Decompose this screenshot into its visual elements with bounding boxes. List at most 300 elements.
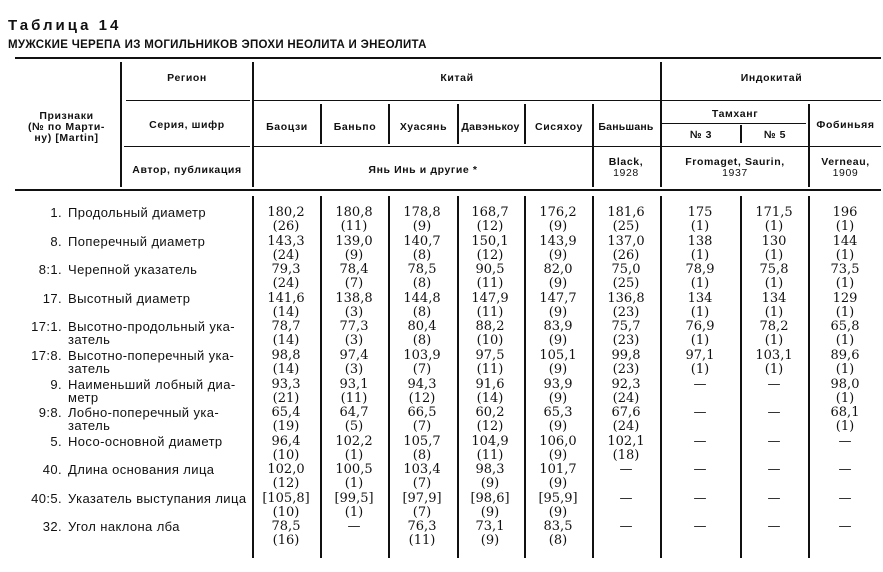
cell-value: — [838,491,852,506]
cell-value: 78,4 [339,262,369,277]
table-cell [388,463,456,491]
table-cell [666,263,734,291]
table-cell [456,206,524,234]
table-cell [740,378,808,392]
feature-number: 40. [42,462,62,477]
feature-name-continued: метр [68,390,99,405]
table-cell [666,320,734,348]
table-cell [456,435,524,463]
cell-value: — [767,519,781,534]
cell-sample-size: (19) [272,419,300,434]
cell-value: — [838,462,852,477]
cell-sample-size: (10) [272,505,300,520]
table-cell [811,235,879,263]
table-cell [456,235,524,263]
cell-sample-size: (1) [835,219,855,234]
table-cell [592,492,660,506]
table-cell [740,292,808,320]
cell-sample-size: (1) [764,248,784,263]
table-cell [811,520,879,534]
table-cell [456,349,524,377]
cell-value: 134 [761,291,787,306]
cell-sample-size: (9) [548,305,568,320]
table-cell [252,406,320,434]
divider [126,100,250,101]
cell-sample-size: (11) [476,448,504,463]
table-cell [666,520,734,534]
cell-sample-size: (1) [764,305,784,320]
table-cell [456,263,524,291]
cell-sample-size: (9) [548,219,568,234]
feature-header-line: Признаки [39,110,94,122]
cell-sample-size: (1) [835,248,855,263]
cell-sample-size: (11) [476,305,504,320]
cell-sample-size: (1) [344,448,364,463]
table-cell [811,349,879,377]
table-cell [592,406,660,434]
cell-value: 144,8 [403,291,441,306]
table-cell [388,378,456,406]
cell-value: 104,9 [471,434,509,449]
cell-value: 143,9 [539,234,577,249]
cell-sample-size: (3) [344,305,364,320]
cell-value: 89,6 [830,348,860,363]
author-verneau [810,156,881,178]
cell-value: 94,3 [407,377,437,392]
table-cell [524,349,592,377]
cell-value: 83,9 [543,319,573,334]
feature-label [0,520,180,534]
cell-value: 102,2 [335,434,373,449]
table-cell [252,520,320,548]
table-cell [740,406,808,420]
table-cell [811,263,879,291]
cell-sample-size: (1) [344,476,364,491]
cell-sample-size: (8) [412,276,432,291]
cell-sample-size: (9) [480,476,500,491]
cell-value: 175 [687,205,713,220]
cell-sample-size: (8) [548,533,568,548]
cell-sample-size: (9) [480,533,500,548]
cell-sample-size: (25) [612,276,640,291]
cell-value: — [619,462,633,477]
author-line: Fromaget, Saurin, [685,156,785,168]
cell-value: 101,7 [539,462,577,477]
divider [662,123,806,124]
cell-sample-size: (23) [612,305,640,320]
table-cell [320,320,388,348]
cell-value: 78,5 [271,519,301,534]
cell-value: 176,2 [539,205,577,220]
cell-sample-size: (9) [344,248,364,263]
table-cell [320,206,388,234]
cell-value: 76,9 [685,319,715,334]
feature-header-line: ну) [Martin] [34,132,99,144]
series-huaxian: Хуасянь [399,121,448,133]
feature-name: Лобно-поперечный ука- [68,405,220,420]
cell-value: — [693,405,707,420]
table-cell [456,378,524,406]
cell-value: 143,3 [267,234,305,249]
cell-sample-size: (11) [340,219,368,234]
table-cell [524,292,592,320]
cell-value: 76,3 [407,519,437,534]
cell-sample-size: (14) [272,305,300,320]
table-cell [252,263,320,291]
table-cell [666,406,734,420]
divider [660,196,662,558]
feature-name-continued: затель [68,332,111,347]
cell-value: 79,3 [271,262,301,277]
cell-sample-size: (1) [690,248,710,263]
cell-value: 129 [832,291,858,306]
cell-sample-size: (26) [272,219,300,234]
table-cell [388,206,456,234]
table-cell [456,520,524,548]
cell-sample-size: (23) [612,333,640,348]
divider [254,146,881,147]
cell-value: 97,4 [339,348,369,363]
feature-label [0,492,246,506]
cell-sample-size: (26) [612,248,640,263]
table-cell [740,320,808,348]
cell-sample-size: (14) [272,362,300,377]
cell-sample-size: (9) [548,248,568,263]
cell-value: 97,1 [685,348,715,363]
cell-value: 64,7 [339,405,369,420]
author-fromaget [662,156,808,178]
table-cell [666,463,734,477]
cell-sample-size: (18) [612,448,640,463]
cell-value: 78,5 [407,262,437,277]
cell-value: 181,6 [607,205,645,220]
cell-value: 171,5 [755,205,793,220]
cell-sample-size: (1) [835,419,855,434]
divider [254,100,881,101]
cell-sample-size: (7) [412,362,432,377]
cell-value: 97,5 [475,348,505,363]
table-cell [666,349,734,377]
cell-value: 60,2 [475,405,505,420]
table-cell [320,349,388,377]
cell-sample-size: (1) [764,362,784,377]
cell-sample-size: (1) [835,305,855,320]
feature-name: Угол наклона лба [68,519,180,534]
cell-sample-size: (12) [408,391,436,406]
author-yan-yin: Янь Инь и другие * [368,164,478,176]
cell-sample-size: (14) [476,391,504,406]
table-cell [811,463,879,477]
cell-sample-size: (9) [548,505,568,520]
table-cell [388,406,456,434]
cell-value: [99,5] [334,491,374,506]
table-cell [811,492,879,506]
table-cell [524,520,592,548]
cell-value: 75,7 [611,319,641,334]
cell-sample-size: (1) [690,362,710,377]
feature-label [0,349,234,363]
cell-sample-size: (3) [344,333,364,348]
table-cell [740,263,808,291]
cell-sample-size: (14) [272,333,300,348]
cell-value: — [347,519,361,534]
cell-sample-size: (3) [344,362,364,377]
cell-value: 99,8 [611,348,641,363]
feature-number: 17. [42,291,62,306]
table-cell [252,235,320,263]
cell-sample-size: (1) [764,276,784,291]
table-cell [252,320,320,348]
cell-value: 78,7 [271,319,301,334]
table-cell [811,378,879,406]
table-cell [592,320,660,348]
cell-sample-size: (11) [476,362,504,377]
cell-value: — [767,434,781,449]
table-cell [666,206,734,234]
table-cell [524,206,592,234]
cell-value: — [619,519,633,534]
table-cell [252,378,320,406]
feature-column-header [15,110,118,144]
cell-value: 103,1 [755,348,793,363]
cell-sample-size: (23) [612,362,640,377]
cell-sample-size: (9) [548,333,568,348]
cell-value: 137,0 [607,234,645,249]
cell-value: 102,0 [267,462,305,477]
cell-sample-size: (9) [548,476,568,491]
feature-name-continued: затель [68,361,111,376]
cell-value: 168,7 [471,205,509,220]
feature-number: 9:8. [38,405,62,420]
table-cell [320,492,388,520]
region-china: Китай [440,72,474,84]
feature-name: Высотно-поперечный ука- [68,348,235,363]
feature-number: 40:5. [31,491,62,506]
table-cell [666,235,734,263]
author-line: Verneau, [821,156,870,168]
cell-sample-size: (24) [612,419,640,434]
cell-value: 178,8 [403,205,441,220]
table-cell [592,435,660,463]
table-cell [811,206,879,234]
cell-sample-size: (1) [835,391,855,406]
cell-value: [105,8] [262,491,310,506]
table-cell [811,406,879,434]
feature-number: 9. [50,377,62,392]
feature-label [0,378,236,392]
table-cell [740,520,808,534]
cell-value: 93,3 [271,377,301,392]
cell-sample-size: (7) [412,476,432,491]
table-cell [320,520,388,534]
divider [808,196,810,558]
cell-value: 78,2 [759,319,789,334]
table-cell [592,349,660,377]
cell-value: 147,9 [471,291,509,306]
author-year: 1937 [722,167,748,179]
cell-value: 196 [832,205,858,220]
feature-label [0,292,190,306]
table-cell [320,463,388,491]
feature-name: Указатель выступания лица [68,491,247,506]
cell-value: 68,1 [830,405,860,420]
cell-value: 82,0 [543,262,573,277]
table-cell [456,492,524,520]
feature-label [0,206,206,220]
feature-label [0,235,205,249]
cell-value: 106,0 [539,434,577,449]
table-cell [524,435,592,463]
cell-value: 102,1 [607,434,645,449]
cell-value: 103,9 [403,348,441,363]
cell-sample-size: (12) [476,248,504,263]
cell-sample-size: (11) [476,276,504,291]
cell-sample-size: (1) [764,333,784,348]
table-cell [666,435,734,449]
cell-value: 92,3 [611,377,641,392]
cell-value: 130 [761,234,787,249]
divider [124,146,250,147]
series-baotsi: Баоцзи [266,121,308,133]
feature-name: Длина основания лица [68,462,215,477]
cell-value: — [767,491,781,506]
cell-value: 65,8 [830,319,860,334]
cell-value: 66,5 [407,405,437,420]
cell-value: 180,2 [267,205,305,220]
series-dawenkou: Давэнькоу [461,121,520,133]
cell-value: — [767,377,781,392]
cell-sample-size: (5) [344,419,364,434]
cell-value: 100,5 [335,462,373,477]
cell-value: 67,6 [611,405,641,420]
feature-name: Носо-основной диаметр [68,434,223,449]
subgroup-tamhang: Тамханг [711,108,759,120]
feature-label [0,320,235,334]
table-cell [456,463,524,491]
cell-value: 96,4 [271,434,301,449]
cell-sample-size: (12) [476,419,504,434]
table-cell [320,435,388,463]
cell-sample-size: (11) [408,533,436,548]
cell-sample-size: (7) [412,419,432,434]
cell-sample-size: (1) [835,333,855,348]
table-cell [524,378,592,406]
feature-number: 1. [50,205,62,220]
table-cell [592,520,660,534]
cell-sample-size: (1) [764,219,784,234]
cell-value: — [767,405,781,420]
cell-sample-size: (9) [548,448,568,463]
table-cell [740,463,808,477]
row-label-author: Автор, публикация [132,164,242,176]
cell-sample-size: (7) [344,276,364,291]
cell-value: — [693,434,707,449]
cell-value: — [767,462,781,477]
cell-sample-size: (24) [612,391,640,406]
table-cell [524,263,592,291]
cell-value: 65,3 [543,405,573,420]
feature-number: 8. [50,234,62,249]
table-cell [252,463,320,491]
cell-value: 180,8 [335,205,373,220]
cell-value: — [693,462,707,477]
cell-value: — [693,519,707,534]
table-cell [666,492,734,506]
table-cell [740,206,808,234]
cell-value: 80,4 [407,319,437,334]
table-cell [740,492,808,506]
cell-sample-size: (25) [612,219,640,234]
cell-value: 98,3 [475,462,505,477]
table-cell [524,463,592,491]
table-cell [388,292,456,320]
cell-value: — [693,377,707,392]
cell-sample-size: (1) [690,333,710,348]
cell-value: 75,8 [759,262,789,277]
table-cell [740,435,808,449]
region-indochina: Индокитай [740,72,803,84]
feature-name: Поперечный диаметр [68,234,206,249]
feature-label [0,435,223,449]
cell-value: 136,8 [607,291,645,306]
cell-value: 83,5 [543,519,573,534]
cell-value: 141,6 [267,291,305,306]
cell-value: 93,9 [543,377,573,392]
series-tamhang-5: № 5 [763,129,787,141]
cell-value: 90,5 [475,262,505,277]
cell-value: 150,1 [471,234,509,249]
feature-number: 17:1. [31,319,62,334]
feature-name: Наименьший лобный диа- [68,377,236,392]
cell-sample-size: (16) [272,533,300,548]
feature-header-line: (№ по Марти- [27,121,106,133]
table-cell [388,320,456,348]
table-cell [456,320,524,348]
feature-name: Высотный диаметр [68,291,191,306]
table-cell [320,235,388,263]
feature-name-continued: затель [68,418,111,433]
cell-sample-size: (8) [412,448,432,463]
series-banshan: Баньшань [598,121,654,133]
feature-name: Высотно-продольный ука- [68,319,236,334]
table-cell [666,378,734,392]
cell-value: 78,9 [685,262,715,277]
cell-value: 139,0 [335,234,373,249]
table-title: Таблица 14 [8,17,122,34]
cell-value: [95,9] [538,491,578,506]
cell-sample-size: (7) [412,505,432,520]
author-year: 1909 [832,167,859,179]
row-label-region: Регион [167,72,207,84]
cell-value: — [838,519,852,534]
cell-value: 140,7 [403,234,441,249]
cell-value: [97,9] [402,491,442,506]
cell-value: 77,3 [339,319,369,334]
series-tamhang-3: № 3 [689,129,713,141]
table-cell [811,320,879,348]
table-cell [524,235,592,263]
cell-value: 73,1 [475,519,505,534]
cell-value: — [838,434,852,449]
cell-sample-size: (1) [835,276,855,291]
top-rule [15,57,881,59]
table-cell [388,520,456,548]
feature-name: Продольный диаметр [68,205,206,220]
cell-value: 73,5 [830,262,860,277]
series-xixiahou: Сисяхоу [535,121,583,133]
cell-sample-size: (24) [272,276,300,291]
cell-sample-size: (9) [548,276,568,291]
